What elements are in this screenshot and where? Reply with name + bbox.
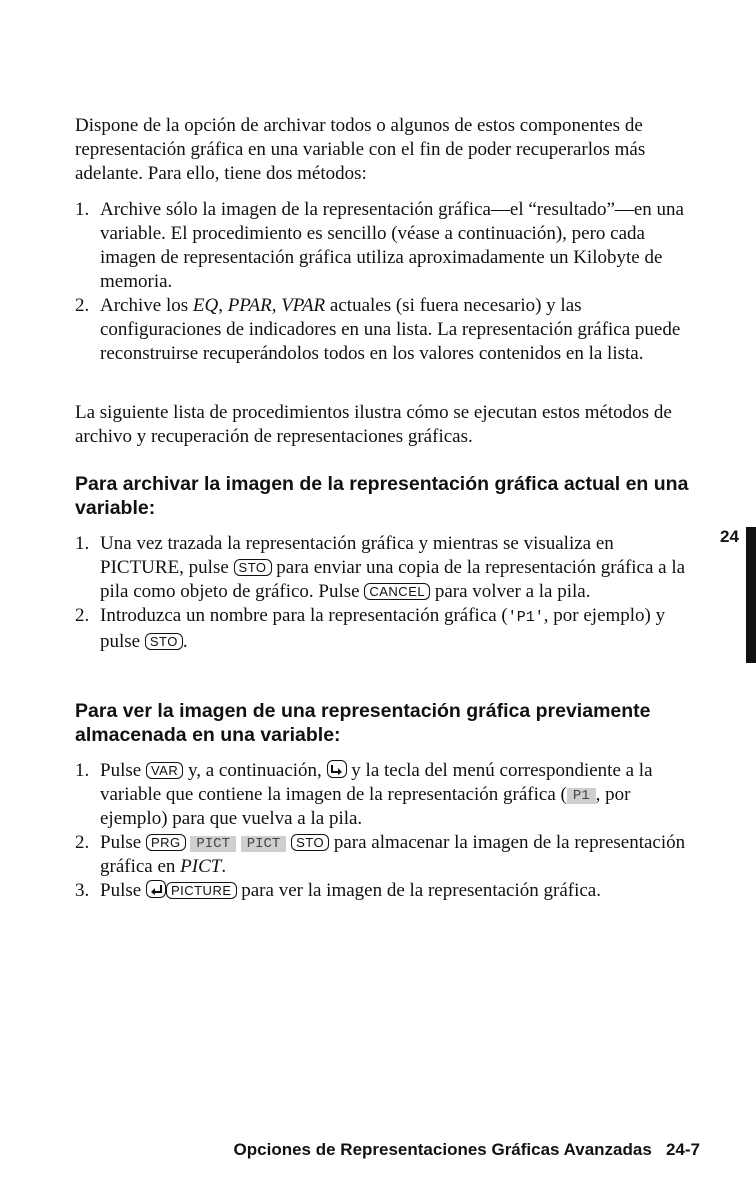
- menu-key-p1: P1: [567, 788, 596, 804]
- menu-key-pict: PICT: [190, 836, 236, 852]
- page-footer: [222, 1140, 700, 1160]
- vpar-term: VPAR: [281, 295, 326, 316]
- step-text: Introduzca un nombre para la representación gráfica (: [100, 605, 508, 626]
- sto-key: STO: [291, 834, 329, 851]
- left-shift-icon: [146, 880, 166, 898]
- sto-key: STO: [234, 559, 272, 576]
- step-text: para enviar una copia de la representación gráfica a la pila como objeto de gráfico. Pulse: [100, 557, 686, 602]
- view-step-1: [75, 759, 700, 831]
- view-steps: [75, 759, 700, 903]
- archive-step-1: [75, 532, 700, 604]
- method-text: Archive los: [100, 295, 193, 316]
- method-text: actuales (si fuera necesario) y las configuraciones de indicadores en una lista. La representación gráfica puede reconstruirse recuperándolos todos en los valores contenidos en la lista.: [100, 295, 681, 364]
- view-step-2: [75, 831, 700, 879]
- eq-term: EQ: [192, 295, 219, 316]
- step-text: Pulse: [100, 880, 146, 901]
- step-text: Una vez trazada la representación gráfica y mientras se visualiza en PICTURE, pulse: [100, 533, 614, 578]
- list-number: 3.: [75, 880, 90, 901]
- list-number: 1.: [75, 199, 90, 220]
- method-item-1: [75, 198, 700, 294]
- list-number: 2.: [75, 832, 90, 853]
- separator: ,: [218, 295, 228, 316]
- list-number: 2.: [75, 605, 90, 626]
- step-text: .: [221, 856, 227, 877]
- archive-steps: [75, 532, 700, 654]
- method-text: Archive sólo la imagen de la representación gráfica—el “resultado”—en una variable. El procedimiento es sencillo (véase a continuación), pero cada imagen de representación gráfica utiliza aproximadamente un Kilobyte de memoria.: [100, 199, 684, 292]
- list-number: 1.: [75, 760, 90, 781]
- sto-key: STO: [145, 633, 183, 650]
- archive-step-2: [75, 604, 700, 654]
- lead-paragraph: La siguiente lista de procedimientos ilustra cómo se ejecutan estos métodos de archivo y recuperación de representaciones gráficas.: [75, 402, 672, 447]
- step-text: para ver la imagen de la representación gráfica.: [236, 880, 601, 901]
- view-step-3: [75, 879, 700, 903]
- page-number: 24-7: [665, 1140, 700, 1159]
- step-text: , por ejemplo) y pulse: [100, 605, 666, 652]
- chapter-tab-number: 24: [720, 527, 739, 546]
- step-text: y la tecla del menú correspondiente a la variable que contiene la imagen de la representación gráfica (: [100, 760, 653, 805]
- chapter-tab-bar: [746, 527, 756, 663]
- list-number: 1.: [75, 533, 90, 554]
- variable-name-code: 'P1': [507, 609, 544, 626]
- cancel-key: CANCEL: [364, 583, 430, 600]
- method-item-2: [75, 294, 700, 366]
- step-text: .: [182, 631, 188, 652]
- pict-term: PICT: [180, 856, 222, 877]
- footer-title: Opciones de Representaciones Gráficas Avanzadas: [233, 1140, 652, 1159]
- step-text: , por ejemplo) para que vuelva a la pila.: [100, 784, 631, 829]
- step-text: Pulse: [100, 760, 146, 781]
- list-number: 2.: [75, 295, 90, 316]
- right-shift-icon: [327, 760, 347, 778]
- prg-key: PRG: [146, 834, 186, 851]
- step-text: Pulse: [100, 832, 146, 853]
- intro-paragraph: Dispone de la opción de archivar todos o algunos de estos componentes de representación gráfica en una variable con el fin de poder recuperarlos más adelante. Para ello, tiene dos métodos:: [75, 115, 646, 184]
- methods-list: [75, 198, 700, 366]
- picture-key: PICTURE: [166, 882, 237, 899]
- step-text: y, a continuación,: [183, 760, 327, 781]
- menu-key-pict: PICT: [241, 836, 287, 852]
- step-text: para almacenar la imagen de la representación gráfica en: [100, 832, 686, 877]
- ppar-term: PPAR: [227, 295, 272, 316]
- separator: ,: [271, 295, 282, 316]
- step-text: para volver a la pila.: [430, 581, 591, 602]
- section-heading-view: Para ver la imagen de una representación gráfica previamente almacenada en una variable:: [75, 700, 651, 746]
- var-key: VAR: [146, 762, 183, 779]
- section-heading-archive: Para archivar la imagen de la representación gráfica actual en una variable:: [75, 473, 689, 519]
